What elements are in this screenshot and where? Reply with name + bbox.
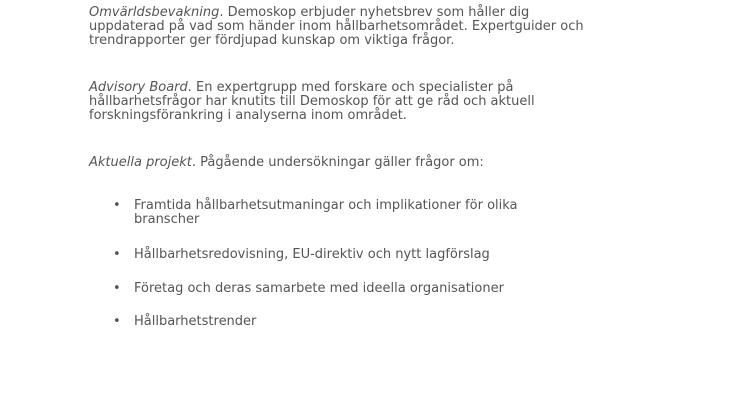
paragraph-text: . Demoskop erbjuder nyhetsbrev som håller dig uppdaterad på vad som händer inom hållbarhetsområdet. Expertguider och trendrapporter ger fördjupad kunskap om viktiga frågor. — [89, 5, 584, 48]
list-item-text: Hållbarhetstrender — [134, 314, 257, 329]
paragraph-aktuella-projekt — [89, 156, 484, 170]
list-item — [89, 248, 574, 262]
bullet-icon: • — [113, 281, 121, 296]
list-item-text: Företag och deras samarbete med ideella organisationer — [134, 281, 504, 296]
paragraph-lead: Omvärldsbevakning — [89, 5, 220, 20]
bullet-icon: • — [113, 247, 121, 262]
paragraph-omvarldsbevakning — [89, 6, 609, 48]
paragraph-advisory-board — [89, 81, 609, 123]
paragraph-text: . En expertgrupp med forskare och specialister på hållbarhetsfrågor har knutits till Demoskop för att ge råd och aktuell forskningsförankring i analyserna inom området. — [89, 80, 535, 123]
list-item — [89, 282, 574, 296]
list-item — [89, 315, 574, 329]
paragraph-lead: Aktuella projekt — [89, 155, 192, 170]
list-item — [89, 199, 574, 227]
paragraph-lead: Advisory Board — [89, 80, 188, 95]
list-item-text: Framtida hållbarhetsutmaningar och implikationer för olika branscher — [134, 198, 518, 227]
bullet-icon: • — [113, 314, 121, 329]
bullet-icon: • — [113, 198, 121, 213]
paragraph-text: . Pågående undersökningar gäller frågor om: — [191, 155, 484, 170]
list-item-text: Hållbarhetsredovisning, EU-direktiv och nytt lagförslag — [134, 247, 490, 262]
